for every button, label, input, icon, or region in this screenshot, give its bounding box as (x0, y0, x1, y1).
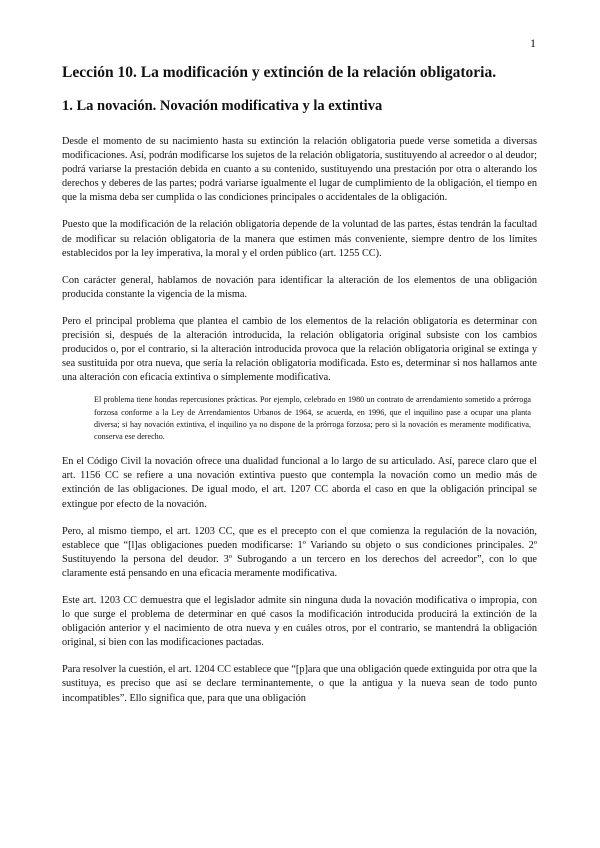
paragraph: Este art. 1203 CC demuestra que el legislador admite sin ninguna duda la novación modificativa o impropia, con lo que surge el problema de determinar en qué casos la modificación introducida producirá la extinción de la obligación anterior y el nacimiento de otra nueva y en cuáles otros, por el contrario, se mantendrá la obligación original, si bien con las modificaciones pactadas. (62, 594, 537, 649)
paragraph: En el Código Civil la novación ofrece una dualidad funcional a lo largo de su articulado. Así, parece claro que el art. 1156 CC se refiere a una novación extintiva puesto que contempla la novación como un medio más de extinción de las obligaciones. De igual modo, el art. 1207 CC aborda el caso en que la obligación principal se extingue por efecto de la novación. (62, 456, 537, 510)
paragraph: Pero, al mismo tiempo, el art. 1203 CC, que es el precepto con el que comienza la regulación de la novación, establece que “[l]as obligaciones pueden modificarse: 1º Variando su objeto o sus condiciones principales. 2º Sustituyendo la persona del deudor. 3º Subrogando a un tercero en los derechos del acreedor”, con lo que claramente está pensando en una eficacia meramente modificativa. (62, 525, 537, 579)
paragraph: Puesto que la modificación de la relación obligatoria depende de la voluntad de las partes, éstas tendrán la facultad de modificar su relación obligatoria de la manera que estimen más conveniente, siempre dentro de los límites establecidos por la ley imperativa, la moral y el orden público (art. 1255 CC). (62, 219, 537, 259)
example-note: El problema tiene hondas repercusiones prácticas. Por ejemplo, celebrado en 1980 un contrato de arrendamiento sometido a prórroga forzosa conforme a la Ley de Arrendamientos Urbanos de 1964, se acuerda, en 1996, que el inquilino pase a ocupar una planta diversa; si hay novación extintiva, el inquilino ya no dispone de la prórroga forzosa; pero si la novación es meramente modificativa, conserva ese derecho. (94, 395, 531, 442)
section-heading: 1. La novación. Novación modificativa y la extintiva (62, 98, 383, 114)
lesson-title: Lección 10. La modificación y extinción de la relación obligatoria. (62, 64, 497, 81)
paragraph: Desde el momento de su nacimiento hasta su extinción la relación obligatoria puede verse sometida a diversas modificaciones. Así, podrán modificarse los sujetos de la relación obligatoria, sustituyendo al acreedor o al deudor; podrá variarse la prestación debida en cuanto a su contenido, sustituyendo una prestación por otra o alterando los derechos y deberes de las partes; podrá variarse igualmente el lugar de cumplimiento de la obligación, el tiempo en que la misma deba ser cumplida o las condiciones principales o accidentales de la obligación. (62, 136, 537, 204)
paragraph: Para resolver la cuestión, el art. 1204 CC establece que “[p]ara que una obligación quede extinguida por otra que la sustituya, es preciso que así se declare terminantemente, o que la antigua y la nueva sean de todo punto incompatibles”. Ello significa que, para que una obligación (62, 664, 537, 704)
paragraph: Pero el principal problema que plantea el cambio de los elementos de la relación obligatoria es determinar con precisión si, después de la alteración introducida, la relación obligatoria original subsiste con los cambios producidos o, por el contrario, si la alteración introducida provoca que la relación obligatoria original se extinga y sea sustituida por otra nueva, que sería la relación obligatoria modificada. Esto es, determinar si nos hallamos ante una alteración con eficacia extintiva o simplemente modificativa. (62, 315, 537, 384)
page-number: 1 (530, 36, 536, 50)
paragraph: Con carácter general, hablamos de novación para identificar la alteración de los elementos de una obligación producida constante la vigencia de la misma. (62, 274, 537, 300)
document-body (62, 63, 537, 719)
